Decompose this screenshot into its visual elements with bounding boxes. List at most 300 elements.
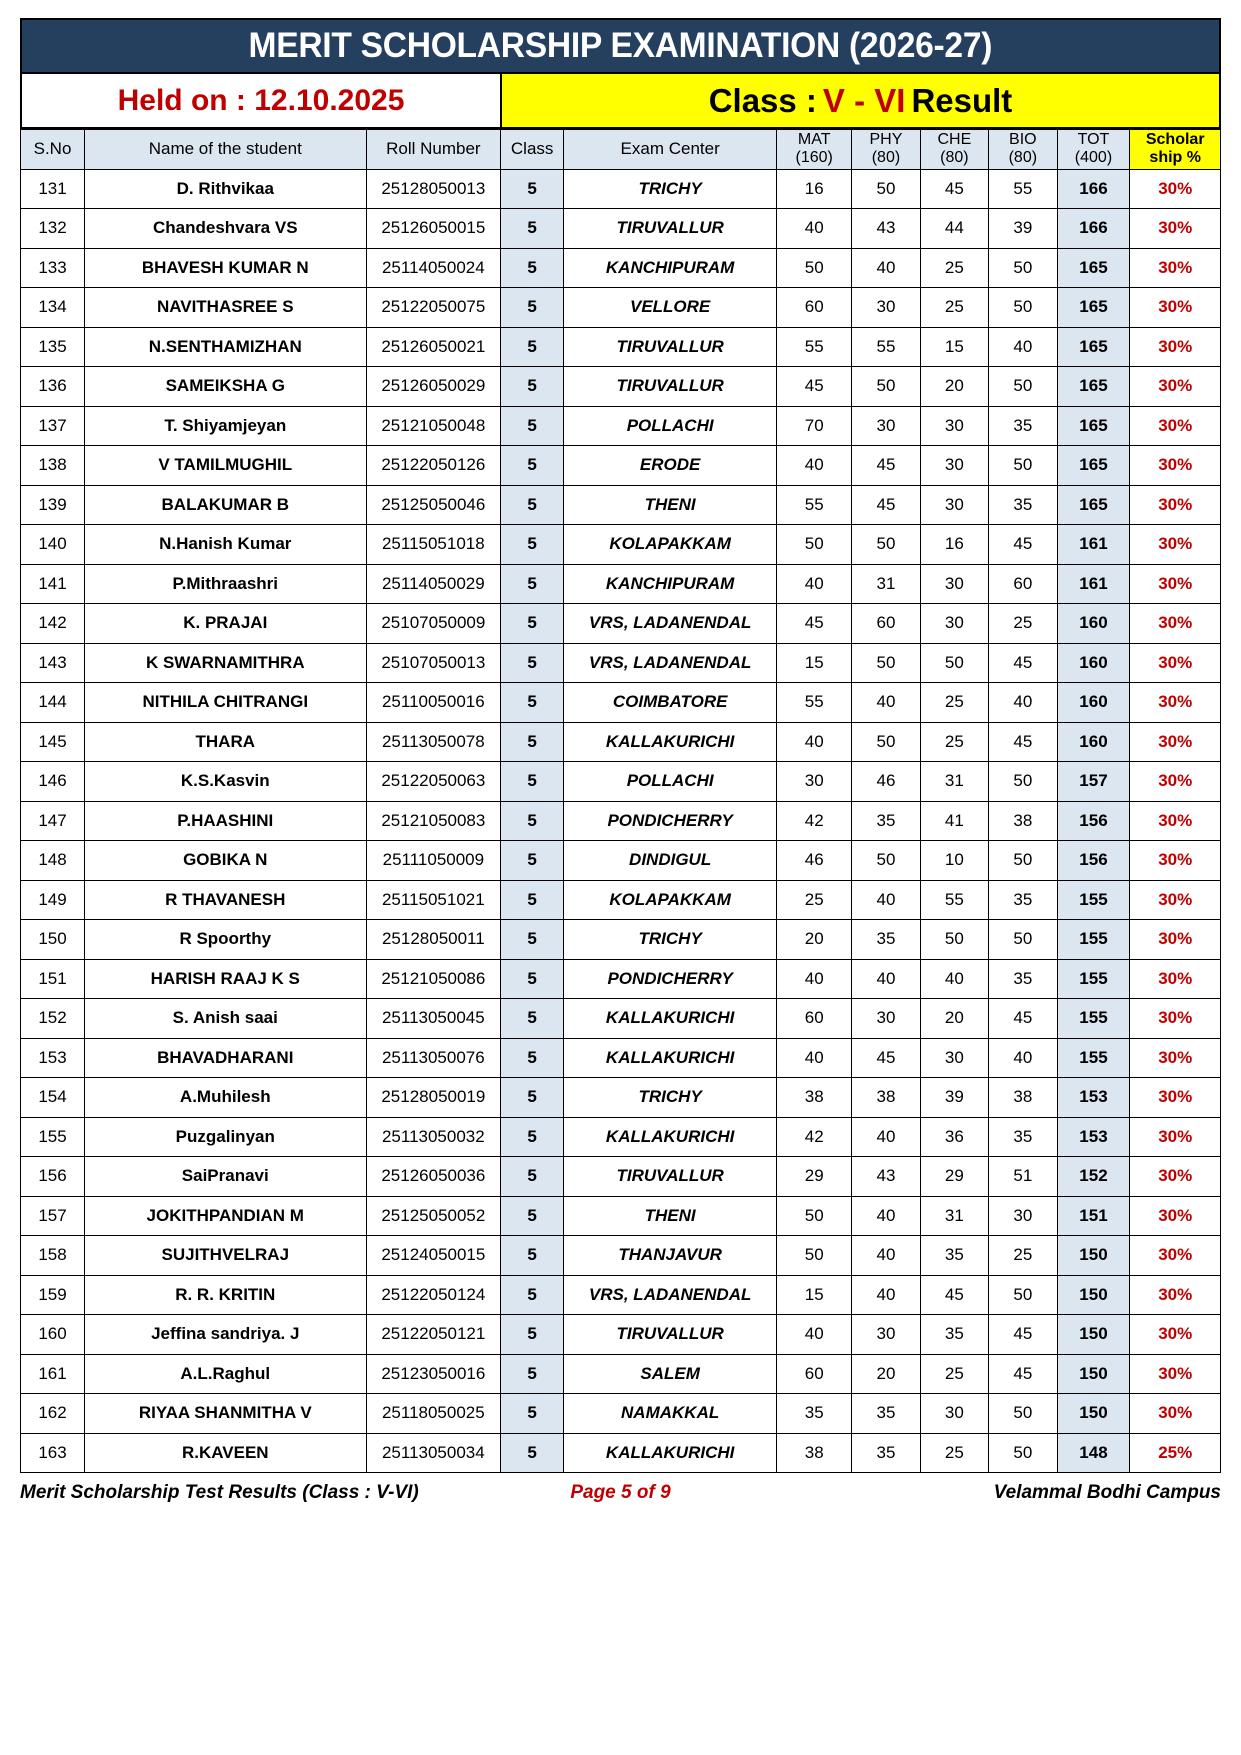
cell-bio-score: 38 (989, 801, 1057, 841)
subheader-band (20, 74, 1221, 129)
cell-bio-score: 39 (989, 209, 1057, 249)
cell-roll-number: 25125050046 (366, 485, 501, 525)
cell-exam-center: VRS, LADANENDAL (564, 604, 777, 644)
cell-roll-number: 25124050015 (366, 1236, 501, 1276)
cell-che-score: 20 (920, 367, 988, 407)
col-header-roll: Roll Number (366, 130, 501, 170)
cell-scholarship-percent: 30% (1130, 880, 1221, 920)
cell-exam-center: PONDICHERRY (564, 801, 777, 841)
cell-roll-number: 25126050015 (366, 209, 501, 249)
cell-student-name: Jeffina sandriya. J (85, 1315, 367, 1355)
cell-serial-number: 152 (21, 999, 85, 1039)
cell-serial-number: 132 (21, 209, 85, 249)
cell-serial-number: 147 (21, 801, 85, 841)
col-header-sno: S.No (21, 130, 85, 170)
cell-total-score: 161 (1057, 564, 1130, 604)
cell-che-score: 50 (920, 920, 988, 960)
cell-exam-center: TIRUVALLUR (564, 367, 777, 407)
cell-phy-score: 50 (852, 367, 920, 407)
cell-class: 5 (501, 1394, 564, 1434)
table-row (21, 1157, 1221, 1197)
cell-roll-number: 25128050011 (366, 920, 501, 960)
cell-class: 5 (501, 406, 564, 446)
cell-roll-number: 25113050076 (366, 1038, 501, 1078)
cell-che-score: 31 (920, 762, 988, 802)
cell-phy-score: 60 (852, 604, 920, 644)
cell-bio-score: 60 (989, 564, 1057, 604)
cell-roll-number: 25115051018 (366, 525, 501, 565)
cell-che-score: 35 (920, 1315, 988, 1355)
cell-scholarship-percent: 30% (1130, 643, 1221, 683)
cell-exam-center: KALLAKURICHI (564, 1038, 777, 1078)
cell-class: 5 (501, 169, 564, 209)
table-row (21, 288, 1221, 328)
cell-bio-score: 50 (989, 1433, 1057, 1473)
cell-total-score: 150 (1057, 1354, 1130, 1394)
cell-total-score: 150 (1057, 1315, 1130, 1355)
cell-che-score: 25 (920, 248, 988, 288)
cell-exam-center: TRICHY (564, 169, 777, 209)
cell-phy-score: 43 (852, 209, 920, 249)
cell-scholarship-percent: 30% (1130, 367, 1221, 407)
cell-bio-score: 25 (989, 604, 1057, 644)
cell-class: 5 (501, 801, 564, 841)
cell-class: 5 (501, 1275, 564, 1315)
cell-phy-score: 35 (852, 920, 920, 960)
cell-mat-score: 38 (777, 1433, 852, 1473)
cell-scholarship-percent: 30% (1130, 841, 1221, 881)
cell-student-name: R Spoorthy (85, 920, 367, 960)
cell-student-name: T. Shiyamjeyan (85, 406, 367, 446)
cell-student-name: D. Rithvikaa (85, 169, 367, 209)
cell-total-score: 155 (1057, 959, 1130, 999)
table-row (21, 1354, 1221, 1394)
cell-mat-score: 25 (777, 880, 852, 920)
cell-total-score: 156 (1057, 801, 1130, 841)
cell-exam-center: THENI (564, 485, 777, 525)
cell-total-score: 165 (1057, 248, 1130, 288)
cell-roll-number: 25113050078 (366, 722, 501, 762)
cell-student-name: BHAVESH KUMAR N (85, 248, 367, 288)
cell-phy-score: 40 (852, 683, 920, 723)
cell-exam-center: TIRUVALLUR (564, 209, 777, 249)
cell-total-score: 153 (1057, 1117, 1130, 1157)
cell-roll-number: 25113050032 (366, 1117, 501, 1157)
cell-total-score: 150 (1057, 1394, 1130, 1434)
class-label: Class : (708, 81, 817, 119)
cell-student-name: S. Anish saai (85, 999, 367, 1039)
cell-scholarship-percent: 30% (1130, 1236, 1221, 1276)
cell-bio-score: 40 (989, 327, 1057, 367)
col-header-che: CHE (80) (920, 130, 988, 170)
cell-student-name: SaiPranavi (85, 1157, 367, 1197)
table-row (21, 327, 1221, 367)
cell-class: 5 (501, 1078, 564, 1118)
cell-scholarship-percent: 30% (1130, 683, 1221, 723)
cell-che-score: 10 (920, 841, 988, 881)
table-row (21, 1394, 1221, 1434)
cell-exam-center: TRICHY (564, 1078, 777, 1118)
cell-total-score: 155 (1057, 920, 1130, 960)
cell-exam-center: VELLORE (564, 288, 777, 328)
cell-roll-number: 25114050029 (366, 564, 501, 604)
col-header-name: Name of the student (85, 130, 367, 170)
cell-student-name: A.Muhilesh (85, 1078, 367, 1118)
table-row (21, 367, 1221, 407)
cell-class: 5 (501, 841, 564, 881)
cell-scholarship-percent: 30% (1130, 920, 1221, 960)
cell-total-score: 150 (1057, 1275, 1130, 1315)
table-row (21, 1236, 1221, 1276)
cell-roll-number: 25107050009 (366, 604, 501, 644)
cell-phy-score: 55 (852, 327, 920, 367)
cell-serial-number: 151 (21, 959, 85, 999)
cell-serial-number: 153 (21, 1038, 85, 1078)
cell-roll-number: 25128050013 (366, 169, 501, 209)
cell-exam-center: KOLAPAKKAM (564, 525, 777, 565)
cell-che-score: 25 (920, 1433, 988, 1473)
cell-che-score: 15 (920, 327, 988, 367)
cell-che-score: 30 (920, 564, 988, 604)
cell-mat-score: 29 (777, 1157, 852, 1197)
cell-exam-center: KANCHIPURAM (564, 564, 777, 604)
cell-che-score: 55 (920, 880, 988, 920)
cell-roll-number: 25125050052 (366, 1196, 501, 1236)
cell-scholarship-percent: 30% (1130, 1394, 1221, 1434)
table-row (21, 999, 1221, 1039)
cell-roll-number: 25121050083 (366, 801, 501, 841)
cell-phy-score: 20 (852, 1354, 920, 1394)
cell-exam-center: THENI (564, 1196, 777, 1236)
cell-student-name: N.Hanish Kumar (85, 525, 367, 565)
table-row (21, 959, 1221, 999)
cell-exam-center: VRS, LADANENDAL (564, 643, 777, 683)
cell-total-score: 160 (1057, 683, 1130, 723)
cell-mat-score: 42 (777, 801, 852, 841)
cell-phy-score: 45 (852, 485, 920, 525)
cell-total-score: 155 (1057, 880, 1130, 920)
cell-che-score: 25 (920, 288, 988, 328)
page-footer (20, 1482, 1221, 1504)
cell-exam-center: PONDICHERRY (564, 959, 777, 999)
cell-bio-score: 55 (989, 169, 1057, 209)
cell-class: 5 (501, 959, 564, 999)
cell-che-score: 25 (920, 683, 988, 723)
cell-che-score: 30 (920, 485, 988, 525)
footer-title: Merit Scholarship Test Results (Class : V-VI) (20, 1482, 419, 1503)
cell-bio-score: 38 (989, 1078, 1057, 1118)
cell-phy-score: 40 (852, 1275, 920, 1315)
cell-roll-number: 25114050024 (366, 248, 501, 288)
cell-roll-number: 25113050045 (366, 999, 501, 1039)
cell-student-name: R THAVANESH (85, 880, 367, 920)
cell-scholarship-percent: 30% (1130, 1038, 1221, 1078)
cell-bio-score: 45 (989, 1354, 1057, 1394)
cell-class: 5 (501, 1315, 564, 1355)
cell-class: 5 (501, 564, 564, 604)
cell-class: 5 (501, 1038, 564, 1078)
cell-roll-number: 25107050013 (366, 643, 501, 683)
exam-title-banner (20, 18, 1221, 74)
held-on-date: Held on : 12.10.2025 (117, 83, 405, 117)
cell-phy-score: 45 (852, 1038, 920, 1078)
cell-phy-score: 40 (852, 1117, 920, 1157)
cell-exam-center: NAMAKKAL (564, 1394, 777, 1434)
cell-phy-score: 40 (852, 959, 920, 999)
cell-class: 5 (501, 485, 564, 525)
cell-exam-center: KOLAPAKKAM (564, 880, 777, 920)
cell-mat-score: 16 (777, 169, 852, 209)
cell-phy-score: 30 (852, 999, 920, 1039)
cell-serial-number: 150 (21, 920, 85, 960)
cell-student-name: K. PRAJAI (85, 604, 367, 644)
cell-total-score: 151 (1057, 1196, 1130, 1236)
cell-bio-score: 50 (989, 920, 1057, 960)
cell-serial-number: 158 (21, 1236, 85, 1276)
cell-serial-number: 160 (21, 1315, 85, 1355)
cell-scholarship-percent: 25% (1130, 1433, 1221, 1473)
cell-total-score: 155 (1057, 999, 1130, 1039)
cell-student-name: R.KAVEEN (85, 1433, 367, 1473)
cell-exam-center: KALLAKURICHI (564, 722, 777, 762)
cell-mat-score: 50 (777, 525, 852, 565)
cell-scholarship-percent: 30% (1130, 1315, 1221, 1355)
table-row (21, 1315, 1221, 1355)
cell-class: 5 (501, 1354, 564, 1394)
cell-mat-score: 50 (777, 1236, 852, 1276)
cell-scholarship-percent: 30% (1130, 801, 1221, 841)
table-row (21, 169, 1221, 209)
cell-mat-score: 60 (777, 1354, 852, 1394)
table-row (21, 485, 1221, 525)
table-header (21, 130, 1221, 170)
held-on-cell (22, 74, 502, 127)
cell-phy-score: 45 (852, 446, 920, 486)
cell-student-name: SUJITHVELRAJ (85, 1236, 367, 1276)
cell-mat-score: 50 (777, 248, 852, 288)
cell-phy-score: 30 (852, 288, 920, 328)
cell-student-name: THARA (85, 722, 367, 762)
cell-roll-number: 25121050048 (366, 406, 501, 446)
table-row (21, 564, 1221, 604)
cell-che-score: 36 (920, 1117, 988, 1157)
cell-phy-score: 50 (852, 841, 920, 881)
table-row (21, 683, 1221, 723)
cell-phy-score: 35 (852, 1433, 920, 1473)
cell-che-score: 29 (920, 1157, 988, 1197)
cell-scholarship-percent: 30% (1130, 564, 1221, 604)
cell-che-score: 30 (920, 446, 988, 486)
cell-serial-number: 162 (21, 1394, 85, 1434)
cell-class: 5 (501, 248, 564, 288)
cell-roll-number: 25128050019 (366, 1078, 501, 1118)
cell-scholarship-percent: 30% (1130, 762, 1221, 802)
cell-roll-number: 25123050016 (366, 1354, 501, 1394)
cell-mat-score: 30 (777, 762, 852, 802)
table-row (21, 920, 1221, 960)
cell-bio-score: 50 (989, 446, 1057, 486)
cell-exam-center: TIRUVALLUR (564, 1157, 777, 1197)
cell-serial-number: 157 (21, 1196, 85, 1236)
table-row (21, 841, 1221, 881)
cell-exam-center: KALLAKURICHI (564, 1433, 777, 1473)
cell-phy-score: 40 (852, 880, 920, 920)
cell-bio-score: 25 (989, 1236, 1057, 1276)
cell-student-name: HARISH RAAJ K S (85, 959, 367, 999)
cell-serial-number: 133 (21, 248, 85, 288)
cell-phy-score: 40 (852, 1196, 920, 1236)
cell-bio-score: 45 (989, 643, 1057, 683)
cell-mat-score: 38 (777, 1078, 852, 1118)
cell-bio-score: 35 (989, 485, 1057, 525)
cell-bio-score: 50 (989, 248, 1057, 288)
cell-serial-number: 163 (21, 1433, 85, 1473)
cell-serial-number: 134 (21, 288, 85, 328)
table-body (21, 169, 1221, 1473)
cell-student-name: K SWARNAMITHRA (85, 643, 367, 683)
cell-mat-score: 55 (777, 485, 852, 525)
cell-serial-number: 148 (21, 841, 85, 881)
cell-scholarship-percent: 30% (1130, 722, 1221, 762)
cell-scholarship-percent: 30% (1130, 1354, 1221, 1394)
cell-roll-number: 25126050036 (366, 1157, 501, 1197)
table-row (21, 1078, 1221, 1118)
table-row (21, 643, 1221, 683)
cell-phy-score: 38 (852, 1078, 920, 1118)
cell-phy-score: 40 (852, 248, 920, 288)
cell-total-score: 148 (1057, 1433, 1130, 1473)
cell-scholarship-percent: 30% (1130, 406, 1221, 446)
cell-bio-score: 50 (989, 1394, 1057, 1434)
cell-roll-number: 25111050009 (366, 841, 501, 881)
cell-che-score: 30 (920, 1038, 988, 1078)
cell-che-score: 44 (920, 209, 988, 249)
cell-exam-center: KALLAKURICHI (564, 1117, 777, 1157)
cell-student-name: Puzgalinyan (85, 1117, 367, 1157)
cell-class: 5 (501, 1157, 564, 1197)
cell-class: 5 (501, 1196, 564, 1236)
cell-phy-score: 50 (852, 643, 920, 683)
cell-bio-score: 45 (989, 525, 1057, 565)
cell-mat-score: 40 (777, 1315, 852, 1355)
table-header-row (21, 130, 1221, 170)
cell-total-score: 153 (1057, 1078, 1130, 1118)
cell-student-name: BHAVADHARANI (85, 1038, 367, 1078)
cell-roll-number: 25110050016 (366, 683, 501, 723)
cell-che-score: 20 (920, 999, 988, 1039)
cell-mat-score: 40 (777, 959, 852, 999)
cell-scholarship-percent: 30% (1130, 288, 1221, 328)
cell-mat-score: 45 (777, 367, 852, 407)
cell-phy-score: 35 (852, 1394, 920, 1434)
cell-serial-number: 142 (21, 604, 85, 644)
cell-mat-score: 42 (777, 1117, 852, 1157)
cell-total-score: 152 (1057, 1157, 1130, 1197)
cell-roll-number: 25126050029 (366, 367, 501, 407)
cell-total-score: 157 (1057, 762, 1130, 802)
table-row (21, 1117, 1221, 1157)
cell-scholarship-percent: 30% (1130, 1078, 1221, 1118)
cell-roll-number: 25122050063 (366, 762, 501, 802)
cell-exam-center: COIMBATORE (564, 683, 777, 723)
cell-class: 5 (501, 288, 564, 328)
cell-class: 5 (501, 762, 564, 802)
cell-student-name: SAMEIKSHA G (85, 367, 367, 407)
cell-mat-score: 60 (777, 999, 852, 1039)
cell-serial-number: 141 (21, 564, 85, 604)
cell-scholarship-percent: 30% (1130, 1117, 1221, 1157)
cell-class: 5 (501, 880, 564, 920)
cell-bio-score: 35 (989, 1117, 1057, 1157)
cell-exam-center: ERODE (564, 446, 777, 486)
cell-serial-number: 159 (21, 1275, 85, 1315)
cell-scholarship-percent: 30% (1130, 604, 1221, 644)
cell-scholarship-percent: 30% (1130, 169, 1221, 209)
cell-exam-center: KALLAKURICHI (564, 999, 777, 1039)
cell-phy-score: 50 (852, 169, 920, 209)
cell-scholarship-percent: 30% (1130, 1275, 1221, 1315)
cell-scholarship-percent: 30% (1130, 525, 1221, 565)
cell-serial-number: 144 (21, 683, 85, 723)
cell-serial-number: 155 (21, 1117, 85, 1157)
cell-roll-number: 25122050075 (366, 288, 501, 328)
cell-total-score: 155 (1057, 1038, 1130, 1078)
table-row (21, 209, 1221, 249)
cell-phy-score: 50 (852, 525, 920, 565)
cell-scholarship-percent: 30% (1130, 327, 1221, 367)
cell-student-name: R. R. KRITIN (85, 1275, 367, 1315)
cell-mat-score: 55 (777, 327, 852, 367)
col-header-phy: PHY (80) (852, 130, 920, 170)
cell-exam-center: TIRUVALLUR (564, 1315, 777, 1355)
cell-serial-number: 161 (21, 1354, 85, 1394)
cell-serial-number: 139 (21, 485, 85, 525)
cell-mat-score: 40 (777, 209, 852, 249)
page-title: MERIT SCHOLARSHIP EXAMINATION (2026-27) (248, 26, 993, 65)
cell-phy-score: 43 (852, 1157, 920, 1197)
cell-phy-score: 46 (852, 762, 920, 802)
cell-che-score: 30 (920, 406, 988, 446)
cell-roll-number: 25115051021 (366, 880, 501, 920)
cell-bio-score: 45 (989, 999, 1057, 1039)
cell-class: 5 (501, 920, 564, 960)
cell-che-score: 31 (920, 1196, 988, 1236)
cell-scholarship-percent: 30% (1130, 248, 1221, 288)
cell-student-name: RIYAA SHANMITHA V (85, 1394, 367, 1434)
cell-class: 5 (501, 999, 564, 1039)
cell-total-score: 165 (1057, 367, 1130, 407)
cell-exam-center: SALEM (564, 1354, 777, 1394)
table-row (21, 406, 1221, 446)
cell-exam-center: TRICHY (564, 920, 777, 960)
table-row (21, 722, 1221, 762)
cell-student-name: A.L.Raghul (85, 1354, 367, 1394)
cell-serial-number: 156 (21, 1157, 85, 1197)
cell-student-name: V TAMILMUGHIL (85, 446, 367, 486)
cell-serial-number: 145 (21, 722, 85, 762)
cell-bio-score: 50 (989, 367, 1057, 407)
cell-mat-score: 60 (777, 288, 852, 328)
cell-bio-score: 40 (989, 1038, 1057, 1078)
cell-scholarship-percent: 30% (1130, 959, 1221, 999)
cell-roll-number: 25118050025 (366, 1394, 501, 1434)
cell-total-score: 165 (1057, 406, 1130, 446)
cell-bio-score: 51 (989, 1157, 1057, 1197)
cell-class: 5 (501, 1433, 564, 1473)
cell-serial-number: 154 (21, 1078, 85, 1118)
cell-exam-center: KANCHIPURAM (564, 248, 777, 288)
cell-che-score: 50 (920, 643, 988, 683)
